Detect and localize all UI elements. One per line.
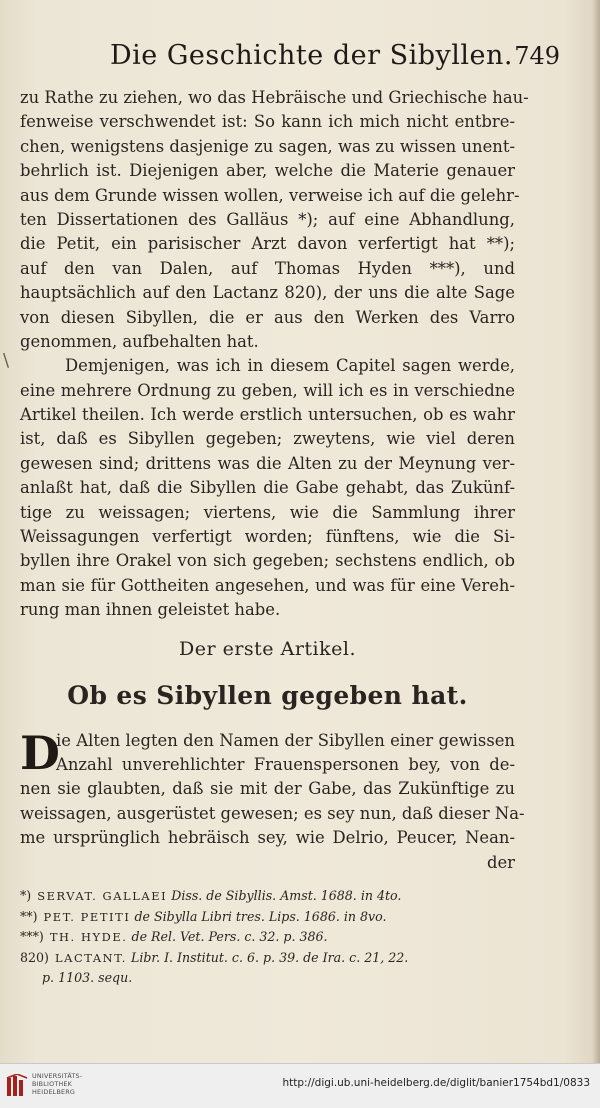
text-line: fenweise verschwendet ist: So kann ich mich nicht entbre- — [20, 112, 515, 132]
footnote-reference: Libr. I. Institut. c. 6. p. 39. de Ira. c. 21, 22. — [130, 949, 409, 965]
footnote — [20, 948, 510, 969]
catchword-line — [20, 851, 515, 875]
article-subheading: Der erste Artikel. — [179, 637, 356, 660]
logo-line-1: UNIVERSITÄTS- — [32, 1072, 83, 1080]
footnote-author: PET. PETITI — [43, 909, 131, 924]
viewer-footer — [0, 1063, 600, 1108]
text-line: ten Dissertationen des Galläus *); auf eine Abhandlung, — [20, 209, 515, 229]
footnote-author: LACTANT. — [54, 950, 127, 965]
text-line: genommen, aufbehalten hat. — [20, 331, 259, 351]
text-line: die Petit, ein parisischer Arzt davon verfertigt hat **); — [20, 234, 515, 254]
page-number: 749 — [514, 42, 560, 70]
library-logo-text — [32, 1072, 82, 1096]
footnote — [20, 907, 510, 928]
catchword: der — [486, 852, 515, 872]
text-line: weissagen, ausgerüstet gewesen; es sey nun, daß dieser Na- — [20, 803, 525, 823]
logo-line-2: BIBLIOTHEK — [32, 1080, 73, 1088]
text-line: zu Rathe zu ziehen, wo das Hebräische und Griechische hau- — [20, 88, 529, 107]
text-line: von diesen Sibyllen, die er aus den Werken des Varro — [20, 307, 515, 327]
text-line: eine mehrere Ordnung zu geben, will ich es in verschiedne — [20, 380, 515, 400]
margin-bracket-mark: \ — [3, 350, 10, 371]
text-line: ist, daß es Sibyllen gegeben; zweytens, wie viel deren — [20, 429, 515, 449]
footnote-mark: 820) — [20, 949, 49, 965]
footnote — [20, 927, 510, 948]
text-line: behrlich ist. Diejenigen aber, welche die Materie genauer — [20, 161, 515, 181]
text-line: nen sie glaubten, daß sie mit der Gabe, das Zukünftige zu — [20, 779, 515, 799]
text-line: hauptsächlich auf den Lactanz 820), der uns die alte Sage — [20, 283, 515, 303]
text-line: Weissagungen verfertigt worden; fünftens, wie die Si- — [20, 527, 515, 547]
text-line: ie Alten legten den Namen der Sibyllen einer gewissen — [56, 730, 515, 750]
dropcap-letter: D — [20, 725, 60, 780]
footnote-reference: Diss. de Sibyllis. Amst. 1688. in 4to. — [171, 888, 402, 903]
footnote-mark: *) — [20, 888, 32, 903]
text-line: tige zu weissagen; viertens, wie die Sammlung ihrer — [20, 502, 515, 522]
text-line: man sie für Gottheiten angesehen, und was für eine Vereh- — [20, 575, 515, 595]
footnotes — [20, 886, 510, 989]
paragraph-2 — [20, 354, 515, 622]
page-url-link[interactable]: http://digi.ub.uni-heidelberg.de/diglit/banier1754bd1/0833 — [282, 1077, 590, 1089]
running-title: Die Geschichte der Sibyllen. — [110, 40, 513, 71]
text-line: Anzahl unverehlichter Frauenspersonen bey, von de- — [56, 754, 515, 774]
text-line: chen, wenigstens dasjenige zu sagen, was zu wissen unent- — [20, 136, 515, 156]
section-paragraph — [20, 725, 525, 851]
footnote-reference: de Sibylla Libri tres. Lips. 1686. in 8vo. — [134, 908, 387, 924]
paragraph-1 — [20, 86, 529, 354]
text-line: Demjenigen, was ich in diesem Capitel sagen werde, — [65, 356, 515, 376]
footnote-continuation — [20, 968, 510, 989]
text-line: gewesen sind; drittens was die Alten zu der Meynung ver- — [20, 453, 515, 473]
text-line: byllen ihre Orakel von sich gegeben; sechstens endlich, ob — [20, 551, 515, 571]
footnote-mark: **) — [20, 908, 38, 924]
article-heading: Ob es Sibyllen gegeben hat. — [67, 680, 468, 710]
footnote — [20, 886, 510, 907]
library-logo-icon — [6, 1074, 28, 1098]
text-line: auf den van Dalen, auf Thomas Hyden ***), und — [20, 258, 515, 278]
footnote-mark: ***) — [20, 929, 44, 945]
body-text — [20, 86, 529, 875]
running-head — [20, 40, 560, 80]
text-line: anlaßt hat, daß die Sibyllen die Gabe gehabt, das Zukünf- — [20, 478, 515, 498]
text-line: me ursprünglich hebräisch sey, wie Delrio, Peucer, Nean- — [20, 828, 515, 848]
footnote-continuation-text: p. 1103. sequ. — [42, 970, 133, 986]
footnote-author: SERVAT. GALLAEI — [37, 889, 168, 903]
text-line: aus dem Grunde wissen wollen, verweise ich auf die gelehr- — [20, 185, 520, 205]
library-logo[interactable] — [6, 1072, 86, 1102]
logo-line-3: HEIDELBERG — [32, 1088, 76, 1096]
text-line: Artikel theilen. Ich werde erstlich untersuchen, ob es wahr — [20, 405, 515, 425]
footnote-reference: de Rel. Vet. Pers. c. 32. p. 386. — [131, 929, 328, 945]
footnote-author: TH. HYDE. — [49, 930, 128, 945]
text-line: rung man ihnen geleistet habe. — [20, 600, 281, 620]
